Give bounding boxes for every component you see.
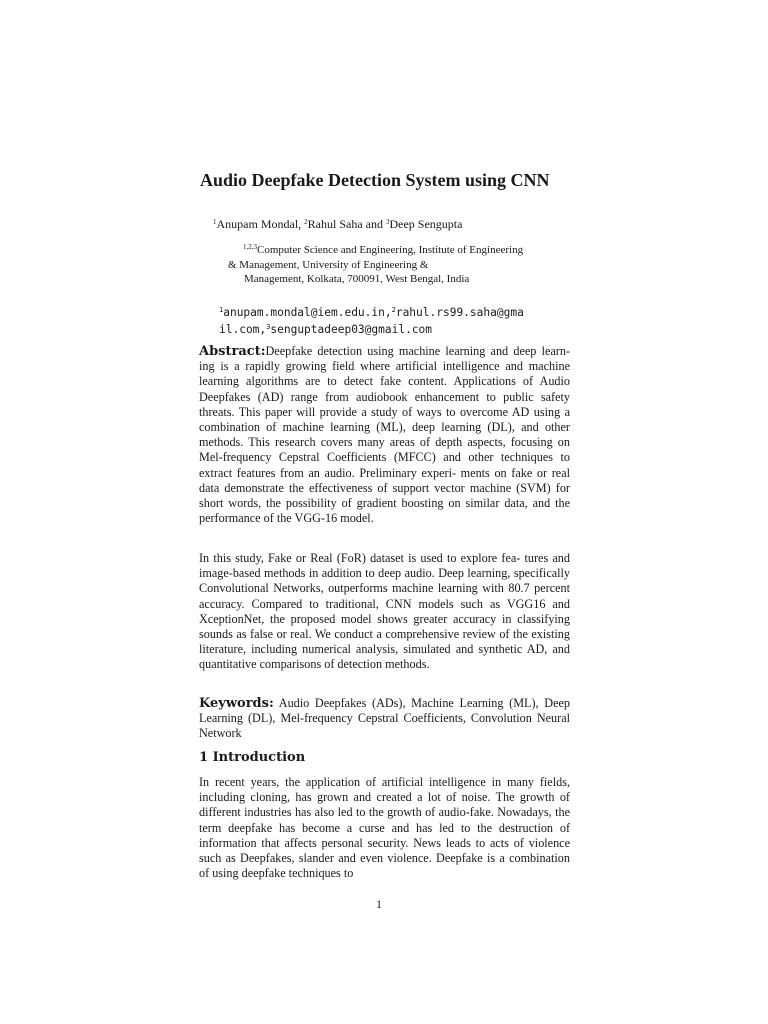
author-2-sup: 2 xyxy=(304,218,308,226)
abstract-text: Deepfake detection using machine learning and deep learn- ing is a rapidly growing field where artificial intelligence and machine learning algorithms are to detect fake content. Applications of Audio Deepfakes (AD) range from audiobook enhancement to public safety threats. This paper will provide a study of ways to overcome AD using a combination of machine learning (ML), deep learning (DL), and other methods. This research covers many areas of depth aspects, focusing on Mel-frequency Cepstral Coefficients (MFCC) and other techniques to extract features from an audio. Preliminary experi- ments on fake or real data demonstrate the effectiveness of support vector machine (SVM) for short words, the possibility of gradient boosting on similar data, and the performance of the VGG-16 model. xyxy=(199,344,570,526)
affiliation-line-3: Management, Kolkata, 700091, West Bengal, India xyxy=(244,273,470,285)
affiliation-sup: 1,2,3 xyxy=(243,243,257,251)
email-2-part: rahul.rs99.saha@gma xyxy=(395,306,524,319)
page-number: 1 xyxy=(376,897,382,911)
author-1-sup: 1 xyxy=(213,218,217,226)
introduction-paragraph: In recent years, the application of artificial intelligence in many fields, including cloning, has grown and created a lot of noise. The growth of different industries has also led to the growth of audio-fake. Nowadays, the term deepfake has become a curse and has led to the destruction of information that affects personal security. News leads to acts of violence such as Deepfakes, slander and even violence. Deepfake is a combination of using deepfake techniques to xyxy=(199,775,570,881)
abstract-paragraph xyxy=(199,344,570,526)
affiliation-line-1 xyxy=(228,243,523,258)
author-1-name: Anupam Mondal, xyxy=(216,217,305,231)
abstract-paragraph-2: In this study, Fake or Real (FoR) dataset is used to explore fea- tures and image-based methods in addition to deep audio. Deep learning, specifically Convolutional Networks, outperforms machine learning with 80.7 percent accuracy. Compared to traditional, CNN models such as VGG16 and XceptionNet, the proposed model shows greater accuracy in classifying sounds as false or real. We conduct a comprehensive review of the existing literature, including numerical analysis, simulated and synthetic AD, and quantitative comparisons of detection methods. xyxy=(199,551,570,672)
email-3: senguptadeep03@gmail.com xyxy=(270,323,433,336)
email-1-sup: 1 xyxy=(219,306,224,314)
keywords-paragraph xyxy=(199,696,570,742)
paper-title: Audio Deepfake Detection System using CNN xyxy=(200,170,550,190)
email-3-sup: 3 xyxy=(266,323,271,331)
keywords-text: Audio Deepfakes (ADs), Machine Learning (ML), Deep Learning (DL), Mel-frequency Cepstral Coefficients, Convolution Neural Network xyxy=(199,696,570,741)
email-2-rest: il.com, xyxy=(219,323,267,336)
section-heading-introduction: 1 Introduction xyxy=(199,750,306,765)
author-3-name: Deep Sengupta xyxy=(389,217,463,231)
author-list xyxy=(213,217,462,232)
email-1: anupam.mondal@iem.edu.in, xyxy=(223,306,392,319)
affiliation xyxy=(228,243,523,287)
affiliation-line-1-text: Computer Science and Engineering, Institute of Engineering xyxy=(257,244,524,256)
abstract-label: Abstract: xyxy=(199,344,266,359)
author-3-sup: 3 xyxy=(385,218,390,226)
author-2-name: Rahul Saha and xyxy=(307,217,386,231)
keywords-label: Keywords: xyxy=(199,696,274,711)
email-line-2 xyxy=(219,321,524,338)
affiliation-line-2: & Management, University of Engineering & xyxy=(228,258,429,271)
email-line-1 xyxy=(219,304,524,321)
author-emails xyxy=(219,304,524,338)
email-2-sup: 2 xyxy=(391,306,396,314)
